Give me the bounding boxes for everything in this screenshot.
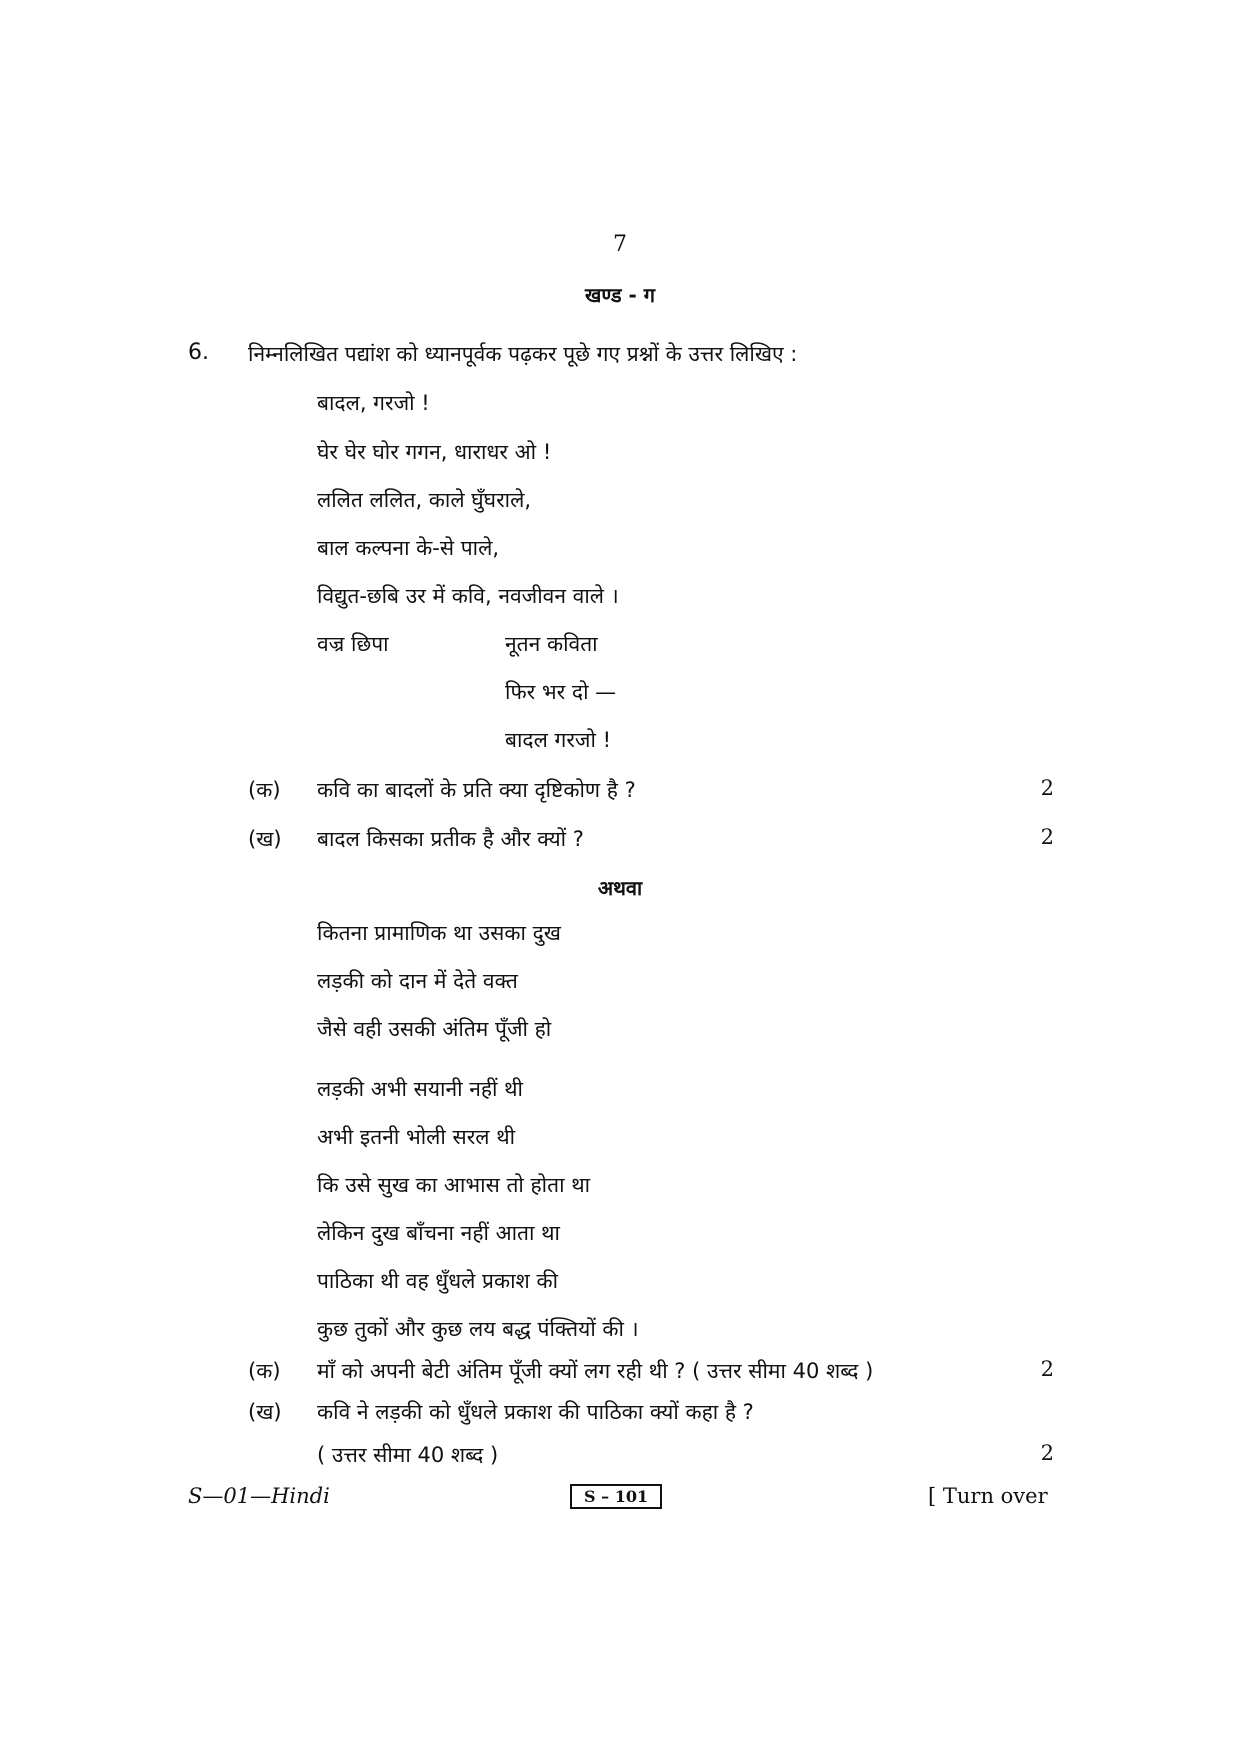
subquestion-label: (ख) [248,1400,282,1424]
subquestion-text: माँ को अपनी बेटी अंतिम पूँजी क्यों लग रही थी ? ( उत्तर सीमा 40 शब्द ) [317,1359,874,1383]
subquestion-marks: 2 [1040,1357,1054,1381]
subquestion-label: (क) [248,778,281,802]
subquestion-marks: 2 [1040,776,1054,800]
poem2-line: जैसे वही उसकी अंतिम पूँजी हो [317,1017,552,1041]
subquestion-label: (क) [248,1359,281,1383]
poem2-line: लेकिन दुख बाँचना नहीं आता था [317,1221,560,1245]
poem2-line: अभी इतनी भोली सरल थी [317,1125,516,1149]
subquestion-text: कवि ने लड़की को धुँधले प्रकाश की पाठिका क्यों कहा है ? [317,1400,754,1424]
subquestion-text: बादल किसका प्रतीक है और क्यों ? [317,827,584,851]
poem2-line: कुछ तुकों और कुछ लय बद्ध पंक्तियों की । [317,1317,639,1341]
poem2-line: लड़की अभी सयानी नहीं थी [317,1077,523,1101]
question-instruction: निम्नलिखित पद्यांश को ध्यानपूर्वक पढ़कर पूछे गए प्रश्नों के उत्तर लिखिए : [248,342,798,366]
question-number: 6. [188,340,209,365]
poem2-line: कितना प्रामाणिक था उसका दुख [317,921,561,945]
section-title: खण्ड - ग [584,283,656,307]
subquestion-label: (ख) [248,827,282,851]
poem1-line: विद्युत-छबि उर में कवि, नवजीवन वाले । [317,584,619,608]
page-number: 7 [613,232,627,257]
poem1-line: घेर घेर घोर गगन, धाराधर ओ ! [317,440,552,464]
poem2-line: लड़की को दान में देते वक्त [317,969,518,993]
subquestion-marks: 2 [1040,825,1054,849]
footer-set-code: S – 101 [570,1484,662,1509]
poem1-right-line: नूतन कविता [505,632,598,656]
poem1-line: ललित ललित, काले घुँघराले, [317,488,532,512]
poem1-line: बादल, गरजो ! [317,391,430,415]
subquestion-continuation: ( उत्तर सीमा 40 शब्द ) [317,1443,499,1467]
poem1-right-line: बादल गरजो ! [505,728,612,752]
subquestion-marks: 2 [1040,1441,1054,1465]
poem2-line: कि उसे सुख का आभास तो होता था [317,1173,591,1197]
poem1-right-line: फिर भर दो — [505,680,617,704]
footer-turn-over: [ Turn over [928,1484,1048,1508]
subquestion-text: कवि का बादलों के प्रति क्या दृष्टिकोण है ? [317,778,636,802]
poem1-line: बाल कल्पना के-से पाले, [317,536,500,560]
poem1-left-fragment: वज्र छिपा [317,632,389,656]
poem2-line: पाठिका थी वह धुँधले प्रकाश की [317,1269,559,1293]
footer-paper-code: S—01—Hindi [188,1484,330,1508]
or-divider: अथवा [597,876,643,900]
